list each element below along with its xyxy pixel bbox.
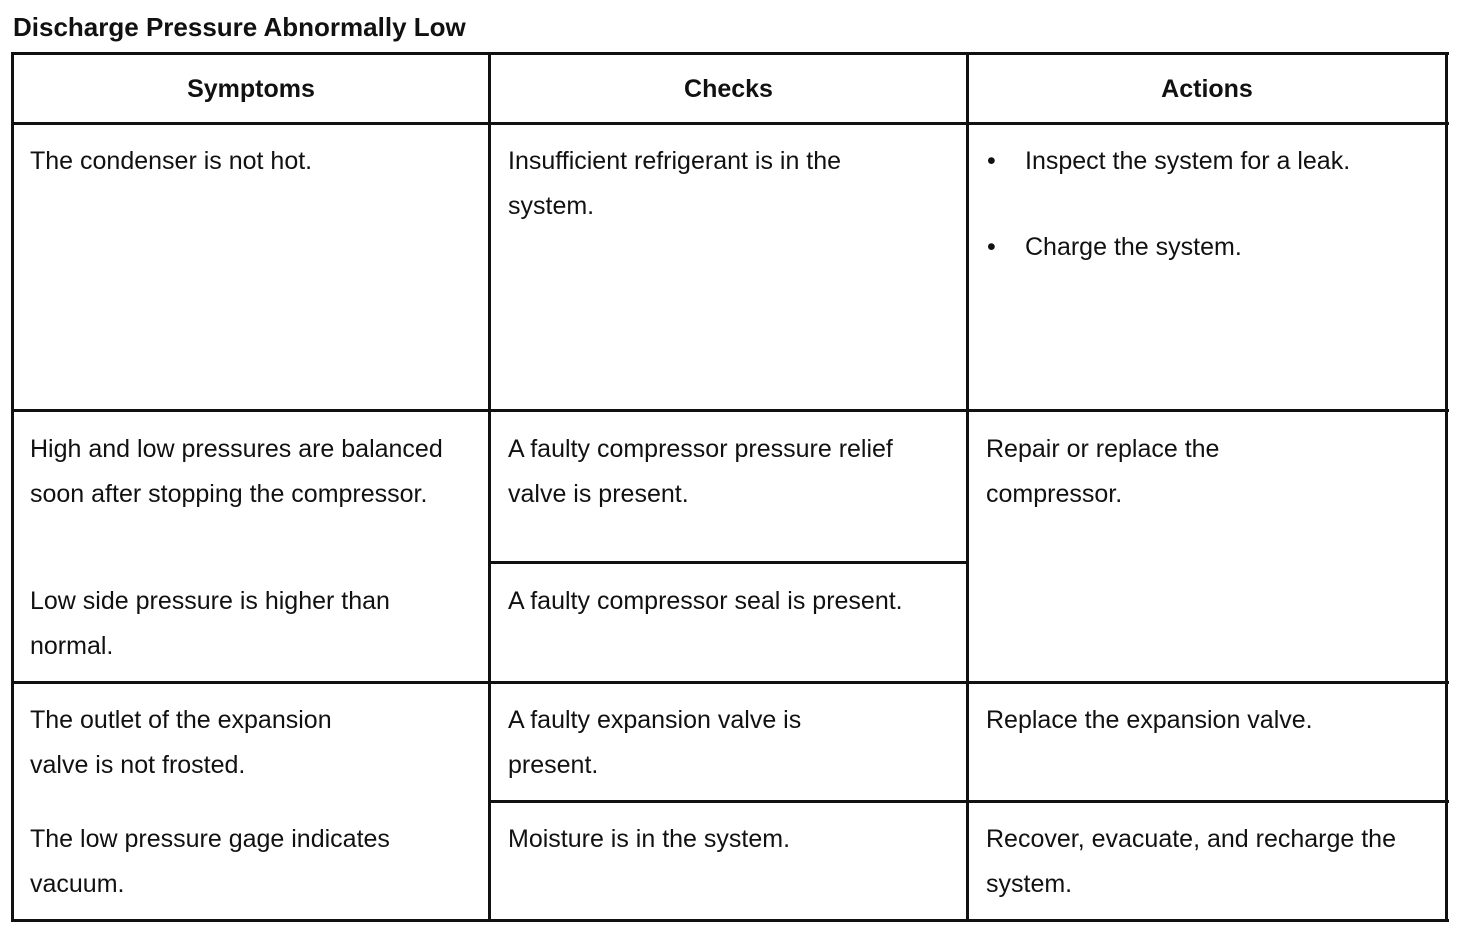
action-cell: Repair or replace the compressor. (986, 435, 1220, 508)
column-divider (966, 52, 969, 922)
column-header-checks: Checks (684, 75, 773, 103)
bullet-icon: • (987, 233, 996, 261)
check-action-divider (490, 800, 1449, 803)
symptom-cell: The condenser is not hot. (30, 147, 313, 175)
action-list-item (987, 225, 1242, 270)
column-header-symptoms: Symptoms (187, 75, 315, 103)
table-border-right (1445, 52, 1448, 922)
symptom-cell: The outlet of the expansion valve is not frosted. (30, 706, 332, 779)
check-divider (490, 561, 969, 564)
action-cell: Replace the expansion valve. (986, 706, 1313, 734)
column-divider (488, 52, 491, 922)
check-cell: A faulty compressor seal is present. (508, 587, 903, 615)
symptom-cell: High and low pressures are balanced soon after stopping the compressor. (30, 435, 443, 508)
action-cell: Recover, evacuate, and recharge the system. (986, 825, 1396, 898)
bullet-icon: • (987, 147, 996, 175)
action-text: Charge the system. (1025, 233, 1242, 261)
action-text: Inspect the system for a leak. (1025, 147, 1351, 175)
check-cell: A faulty expansion valve is present. (508, 706, 802, 779)
check-cell: Insufficient refrigerant is in the system. (508, 147, 842, 220)
row-divider (11, 681, 1449, 684)
symptom-cell: Low side pressure is higher than normal. (30, 587, 390, 660)
column-header-actions: Actions (1161, 75, 1253, 103)
table-border-bottom (11, 919, 1449, 922)
check-cell: A faulty compressor pressure relief valve is present. (508, 435, 893, 508)
table-border-left (11, 52, 14, 922)
symptom-cell: The low pressure gage indicates vacuum. (30, 825, 390, 898)
check-cell: Moisture is in the system. (508, 825, 791, 853)
row-divider (11, 409, 1449, 412)
action-list-item (987, 139, 1350, 184)
page-title: Discharge Pressure Abnormally Low (13, 12, 466, 42)
